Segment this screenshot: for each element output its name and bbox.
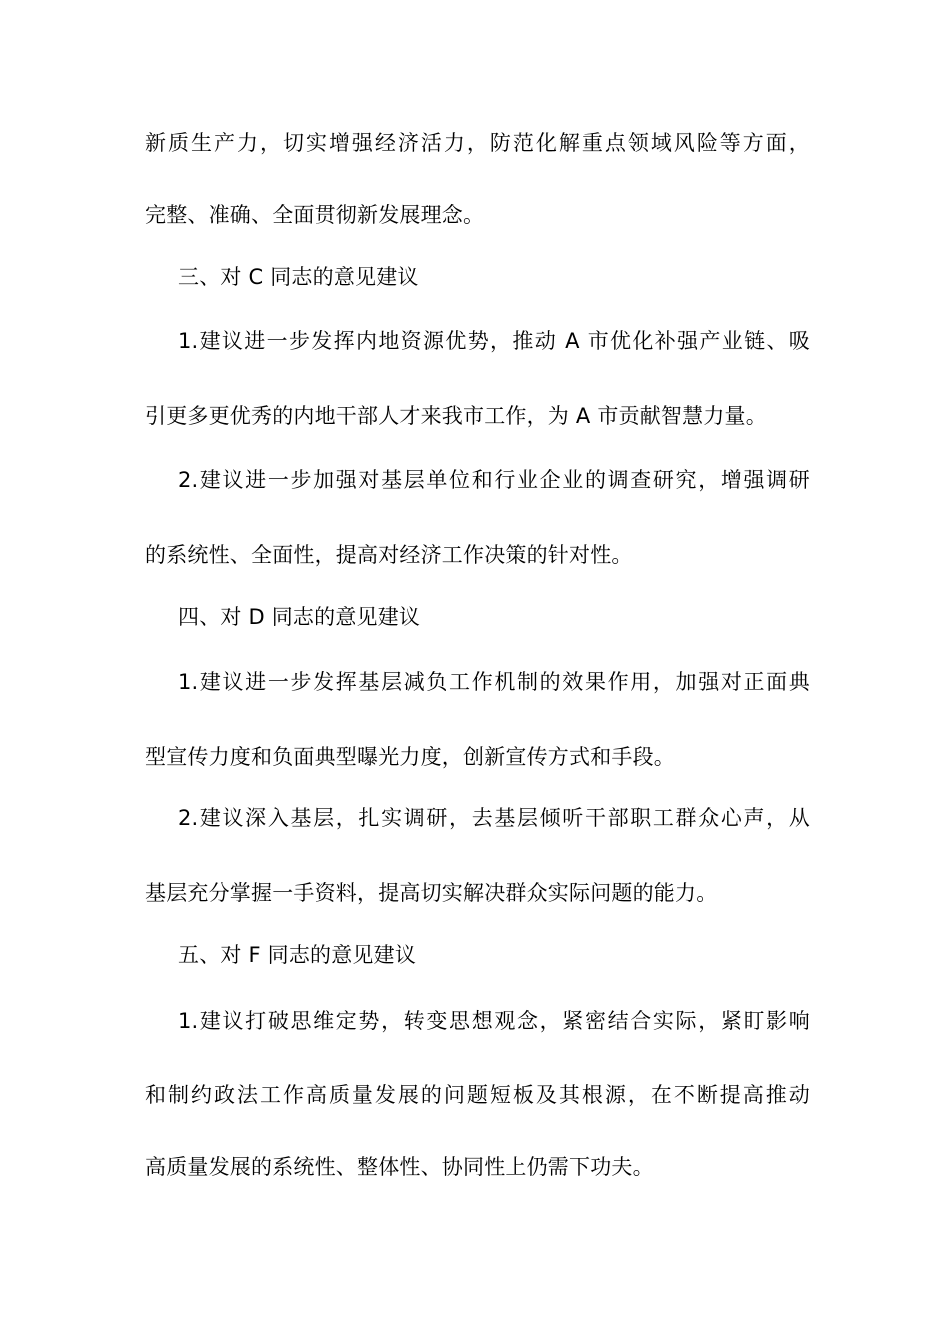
paragraph-line: 和制约政法工作高质量发展的问题短板及其根源，在不断提高推动 bbox=[145, 1083, 810, 1107]
paragraph-line: 基层充分掌握一手资料，提高切实解决群众实际问题的能力。 bbox=[145, 881, 718, 905]
paragraph-line: 1.建议进一步发挥内地资源优势，推动 A 市优化补强产业链、吸 bbox=[178, 329, 810, 353]
paragraph-line: 2.建议进一步加强对基层单位和行业企业的调查研究，增强调研 bbox=[178, 468, 810, 492]
paragraph-line: 新质生产力，切实增强经济活力，防范化解重点领域风险等方面， bbox=[145, 131, 810, 155]
paragraph-line: 1.建议进一步发挥基层减负工作机制的效果作用，加强对正面典 bbox=[178, 670, 810, 694]
section-heading: 五、对 F 同志的意见建议 bbox=[178, 943, 417, 967]
section-heading: 三、对 C 同志的意见建议 bbox=[178, 265, 419, 289]
paragraph-line: 完整、准确、全面贯彻新发展理念。 bbox=[145, 203, 485, 227]
paragraph-line: 高质量发展的系统性、整体性、协同性上仍需下功夫。 bbox=[145, 1155, 654, 1179]
paragraph-line: 1.建议打破思维定势，转变思想观念，紧密结合实际，紧盯影响 bbox=[178, 1009, 810, 1033]
paragraph-line: 2.建议深入基层，扎实调研，去基层倾听干部职工群众心声，从 bbox=[178, 806, 810, 830]
section-heading: 四、对 D 同志的意见建议 bbox=[178, 605, 421, 629]
paragraph-line: 的系统性、全面性，提高对经济工作决策的针对性。 bbox=[145, 543, 633, 567]
paragraph-line: 引更多更优秀的内地干部人才来我市工作，为 A 市贡献智慧力量。 bbox=[145, 404, 767, 428]
paragraph-line: 型宣传力度和负面典型曝光力度，创新宣传方式和手段。 bbox=[145, 745, 675, 769]
